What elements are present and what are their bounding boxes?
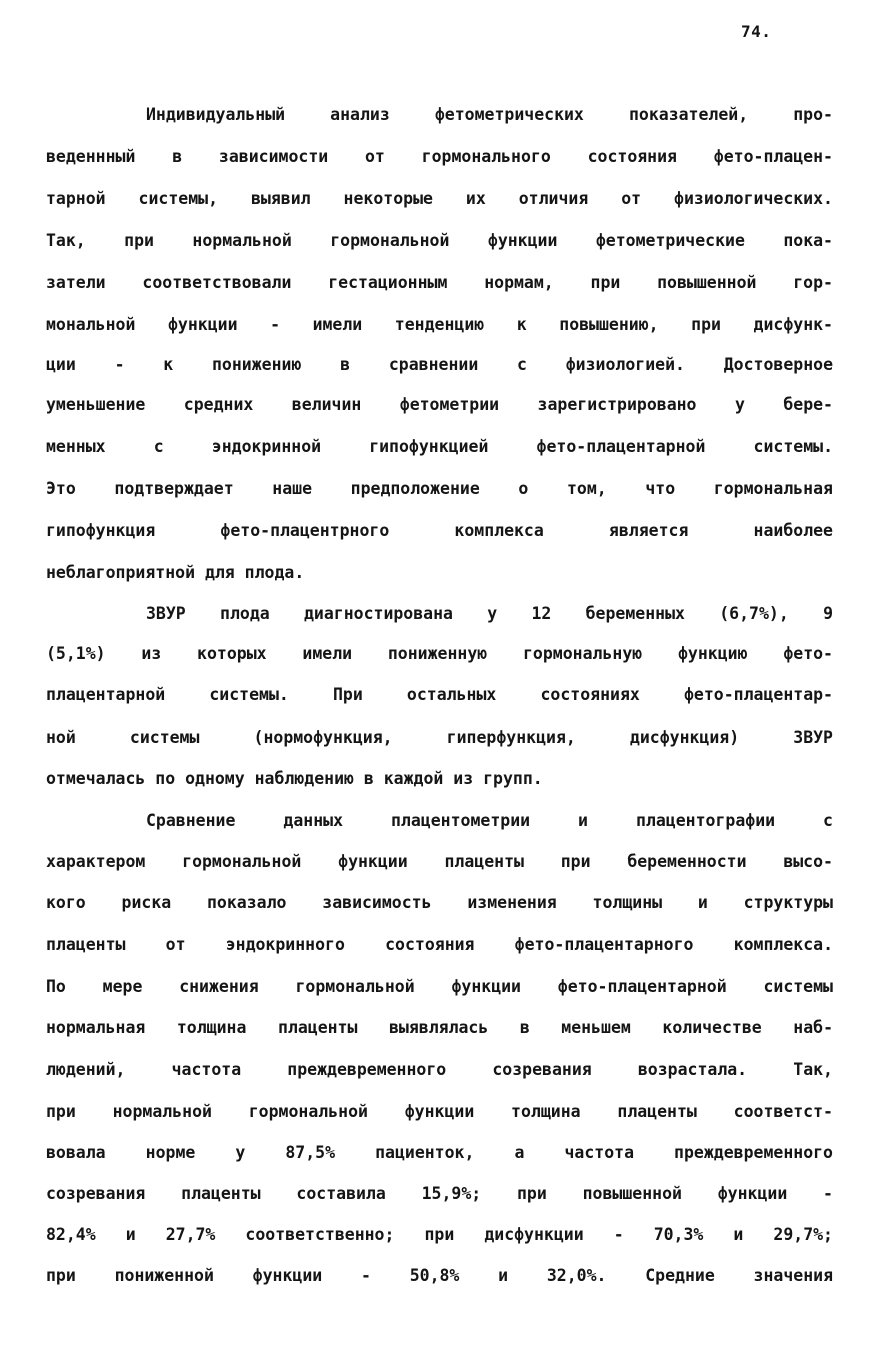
text-line: Сравнение данных плацентометрии и плацентографии с xyxy=(146,811,833,830)
text-line: менных с эндокринной гипофункцией фето-плацентарной системы. xyxy=(46,437,833,456)
text-line: при пониженной функции - 50,8% и 32,0%. Средние значения xyxy=(46,1266,833,1285)
text-line: ции - к понижению в сравнении с физиологией. Достоверное xyxy=(46,355,833,374)
text-line: Это подтверждает наше предположение о том, что гормональная xyxy=(46,479,833,498)
text-line: кого риска показало зависимость изменения толщины и структуры xyxy=(46,893,833,912)
text-line: отмечалась по одному наблюдению в каждой из групп. xyxy=(46,769,543,788)
text-line: уменьшение средних величин фетометрии зарегистрировано у бере- xyxy=(46,395,833,414)
text-line: ной системы (нормофункция, гиперфункция, дисфункция) ЗВУР xyxy=(46,728,833,747)
text-line: Так, при нормальной гормональной функции фетометрические пока- xyxy=(46,231,833,250)
text-line: вовала норме у 87,5% пациенток, а частота преждевременного xyxy=(46,1143,833,1162)
text-line: затели соответствовали гестационным нормам, при повышенной гор- xyxy=(46,273,833,292)
text-line: характером гормональной функции плаценты при беременности высо- xyxy=(46,852,833,871)
text-line: нормальная толщина плаценты выявлялась в меньшем количестве наб- xyxy=(46,1018,833,1037)
text-line: (5,1%) из которых имели пониженную гормональную функцию фето- xyxy=(46,644,833,663)
text-line: при нормальной гормональной функции толщина плаценты соответст- xyxy=(46,1102,833,1121)
text-line: неблагоприятной для плода. xyxy=(46,563,305,582)
text-line: плаценты от эндокринного состояния фето-плацентарного комплекса. xyxy=(46,935,833,954)
page-number: 74. xyxy=(741,22,772,41)
text-line: тарной системы, выявил некоторые их отличия от физиологических. xyxy=(46,189,833,208)
text-line: Индивидуальный анализ фетометрических показателей, про- xyxy=(146,105,833,124)
text-line: ЗВУР плода диагностирована у 12 беременных (6,7%), 9 xyxy=(146,604,833,623)
text-line: гипофункция фето-плацентрного комплекса является наиболее xyxy=(46,521,833,540)
text-line: людений, частота преждевременного созревания возрастала. Так, xyxy=(46,1060,833,1079)
text-line: веденнный в зависимости от гормонального состояния фето-плацен- xyxy=(46,147,833,166)
text-line: 82,4% и 27,7% соответственно; при дисфункции - 70,3% и 29,7%; xyxy=(46,1225,833,1244)
text-line: созревания плаценты составила 15,9%; при повышенной функции - xyxy=(46,1184,833,1203)
text-line: По мере снижения гормональной функции фето-плацентарной системы xyxy=(46,977,833,996)
text-line: мональной функции - имели тенденцию к повышению, при дисфунк- xyxy=(46,315,833,334)
text-line: плацентарной системы. При остальных состояниях фето-плацентар- xyxy=(46,685,833,704)
